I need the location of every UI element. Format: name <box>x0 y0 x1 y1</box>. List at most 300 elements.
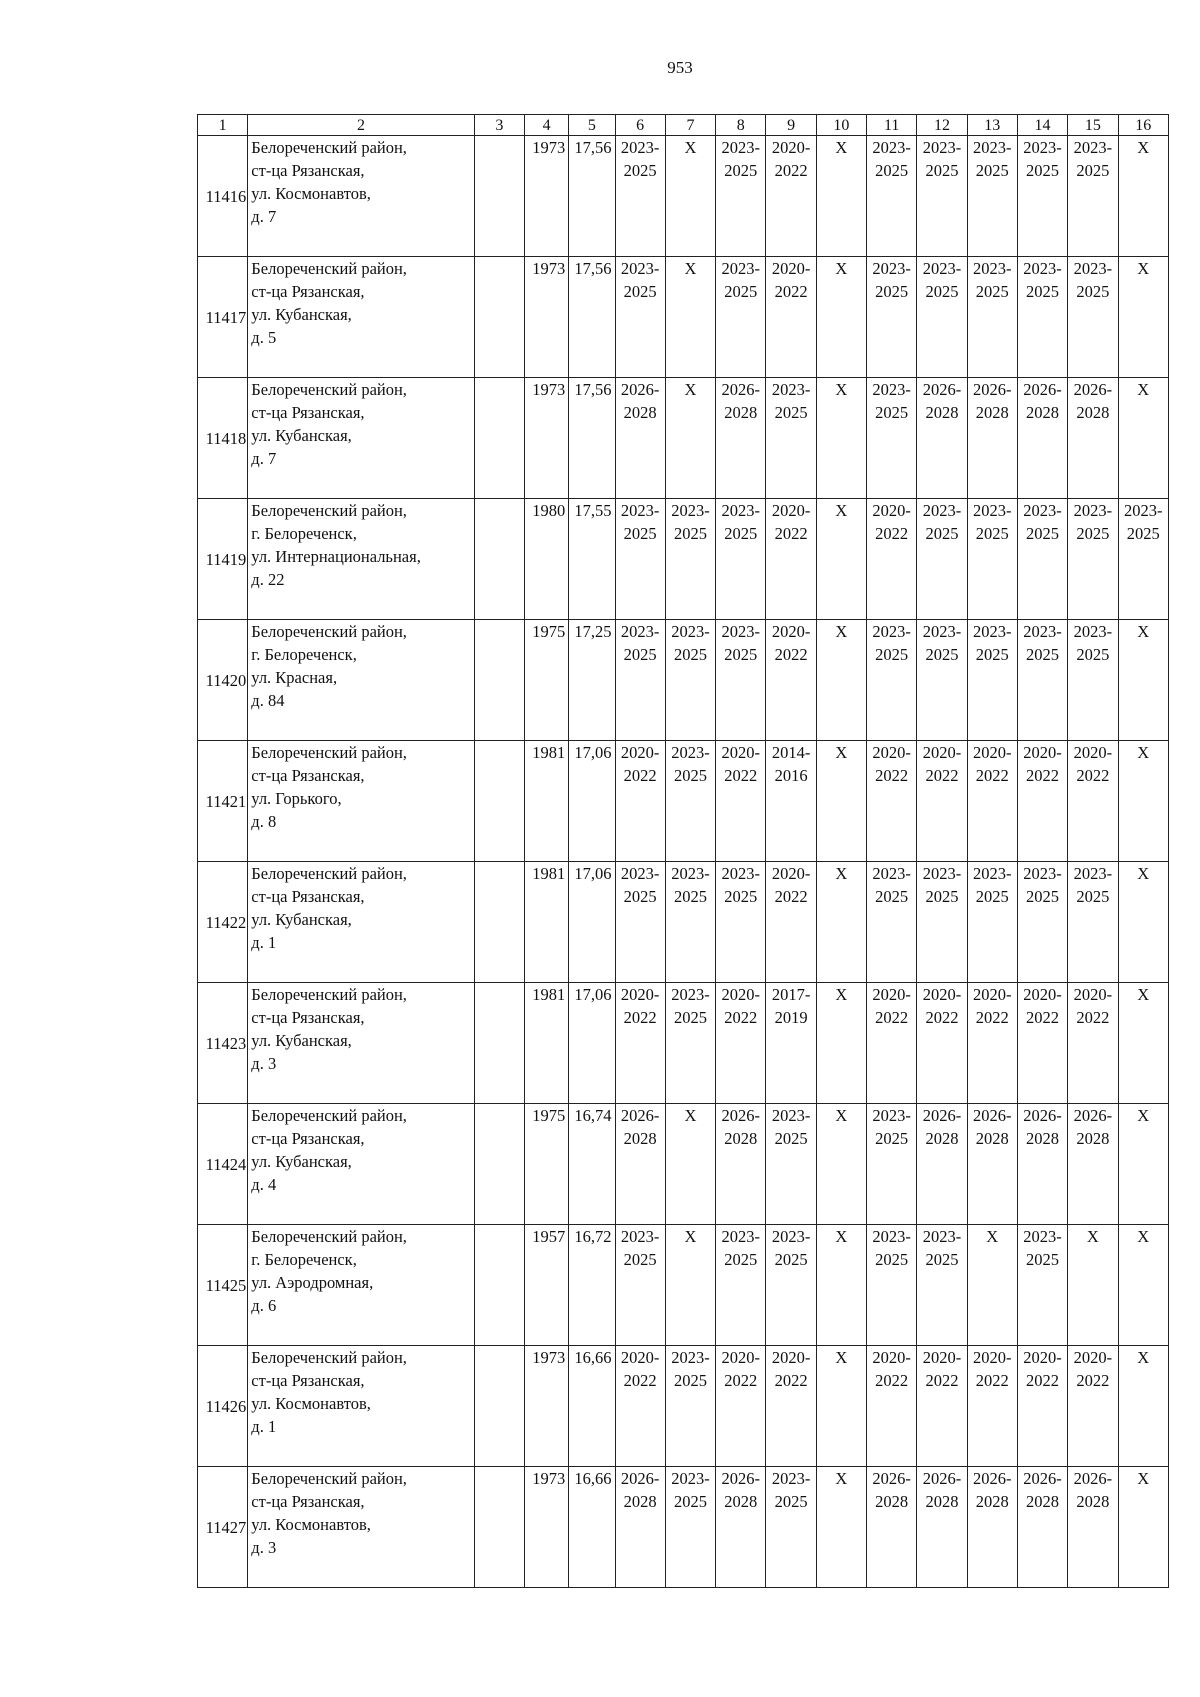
period-line: 2020- <box>771 138 811 157</box>
period-line: 2023- <box>721 1227 761 1246</box>
period-line: Х <box>1137 864 1150 883</box>
area-value: 16,72 <box>569 1225 615 1346</box>
period-line: 2025 <box>673 1492 707 1511</box>
period-line: 2020- <box>973 1348 1012 1367</box>
period-line: 2020- <box>973 743 1012 762</box>
period-cell <box>1068 136 1118 257</box>
address-line: ул. Кубанская, <box>251 1031 352 1050</box>
period-cell <box>716 1467 766 1588</box>
period-line: 2026- <box>721 1106 761 1125</box>
period-line: 2028 <box>623 403 657 422</box>
object-id: 11416 <box>198 136 248 257</box>
object-id: 11419 <box>198 499 248 620</box>
period-cell <box>766 1467 816 1588</box>
period-cell <box>665 983 715 1104</box>
period-line: Х <box>835 622 848 641</box>
period-line: 2025 <box>774 1250 808 1269</box>
address-line: г. Белореченск, <box>251 645 357 664</box>
period-line: 2023- <box>620 864 660 883</box>
period-cell <box>665 1467 715 1588</box>
period-line: 2028 <box>975 403 1009 422</box>
period-line: 2026- <box>1023 1469 1062 1488</box>
column-number: 11 <box>867 115 917 136</box>
table-row <box>198 1346 1169 1467</box>
period-line: 2026- <box>973 380 1012 399</box>
table-row <box>198 620 1169 741</box>
period-line: 2020- <box>771 864 811 883</box>
period-cell <box>867 741 917 862</box>
period-cell <box>1118 1346 1169 1467</box>
period-line: 2023- <box>620 1227 660 1246</box>
column-3-cell <box>474 741 524 862</box>
period-line: 2025 <box>1026 645 1060 664</box>
period-cell <box>1017 1467 1067 1588</box>
period-cell <box>917 378 967 499</box>
period-line: 2025 <box>925 1250 959 1269</box>
area-value: 17,25 <box>569 620 615 741</box>
year-built: 1981 <box>524 862 568 983</box>
period-line: Х <box>1137 1106 1150 1125</box>
period-cell <box>1017 1104 1067 1225</box>
address-line: г. Белореченск, <box>251 524 357 543</box>
address-line: ул. Космонавтов, <box>251 1515 371 1534</box>
period-line: 2023- <box>872 380 911 399</box>
period-line: 2025 <box>1076 282 1110 301</box>
object-address <box>248 257 474 378</box>
period-cell <box>967 1104 1017 1225</box>
period-line: 2025 <box>875 161 909 180</box>
period-line: 2017- <box>771 985 811 1004</box>
period-line: Х <box>835 743 848 762</box>
period-cell <box>867 1225 917 1346</box>
period-cell <box>816 983 866 1104</box>
period-cell <box>615 378 665 499</box>
period-line: 2028 <box>724 1129 758 1148</box>
period-cell <box>867 862 917 983</box>
period-line: 2023- <box>771 1227 811 1246</box>
object-address <box>248 983 474 1104</box>
object-id: 11425 <box>198 1225 248 1346</box>
period-cell <box>766 620 816 741</box>
period-line: 2020- <box>771 259 811 278</box>
period-line: Х <box>835 1106 848 1125</box>
period-cell <box>1068 862 1118 983</box>
period-cell <box>716 741 766 862</box>
period-line: Х <box>684 138 697 157</box>
period-line: 2023- <box>973 864 1012 883</box>
period-line: 2022 <box>774 887 808 906</box>
period-line: 2026- <box>1073 380 1113 399</box>
period-cell <box>716 136 766 257</box>
period-line: 2023- <box>922 259 962 278</box>
period-line: 2025 <box>875 282 909 301</box>
period-cell <box>917 499 967 620</box>
table-row <box>198 136 1169 257</box>
period-cell <box>1017 136 1067 257</box>
period-line: 2020- <box>973 985 1012 1004</box>
period-cell <box>917 862 967 983</box>
object-id: 11424 <box>198 1104 248 1225</box>
period-cell <box>867 620 917 741</box>
period-line: 2025 <box>875 1250 909 1269</box>
period-line: 2025 <box>875 403 909 422</box>
period-line: Х <box>1137 259 1150 278</box>
address-line: д. 7 <box>251 207 277 226</box>
column-3-cell <box>474 378 524 499</box>
period-line: 2022 <box>724 1371 758 1390</box>
column-number: 6 <box>615 115 665 136</box>
address-line: Белореченский район, <box>251 1469 407 1488</box>
period-line: 2023- <box>872 138 911 157</box>
period-line: 2020- <box>872 743 911 762</box>
period-cell <box>917 741 967 862</box>
period-line: 2026- <box>973 1469 1012 1488</box>
object-id: 11427 <box>198 1467 248 1588</box>
address-line: д. 22 <box>251 570 285 589</box>
period-line: Х <box>835 1348 848 1367</box>
object-address <box>248 378 474 499</box>
year-built: 1981 <box>524 983 568 1104</box>
period-cell <box>665 257 715 378</box>
period-line: 2023- <box>872 622 911 641</box>
period-cell <box>615 136 665 257</box>
period-line: 2022 <box>1076 766 1110 785</box>
period-line: 2025 <box>925 524 959 543</box>
address-line: ст-ца Рязанская, <box>251 282 365 301</box>
address-line: Белореченский район, <box>251 501 407 520</box>
period-line: 2020- <box>872 501 911 520</box>
period-line: 2026- <box>1073 1469 1113 1488</box>
period-cell <box>665 499 715 620</box>
period-line: 2025 <box>724 161 758 180</box>
period-cell <box>665 741 715 862</box>
period-line: 2023- <box>721 259 761 278</box>
period-cell <box>1118 862 1169 983</box>
address-line: д. 5 <box>251 328 277 347</box>
period-line: Х <box>835 138 848 157</box>
address-line: ул. Кубанская, <box>251 910 352 929</box>
column-3-cell <box>474 1346 524 1467</box>
period-line: 2025 <box>1126 524 1160 543</box>
address-line: Белореченский район, <box>251 138 407 157</box>
period-cell <box>766 741 816 862</box>
area-value: 17,06 <box>569 741 615 862</box>
object-address <box>248 741 474 862</box>
address-line: ул. Красная, <box>251 668 338 687</box>
period-line: Х <box>684 259 697 278</box>
period-line: 2023- <box>1124 501 1163 520</box>
column-number-row <box>198 115 1169 136</box>
period-line: 2023- <box>620 259 660 278</box>
period-line: 2020- <box>620 985 660 1004</box>
column-number: 10 <box>816 115 866 136</box>
address-line: д. 3 <box>251 1538 277 1557</box>
address-line: г. Белореченск, <box>251 1250 357 1269</box>
period-cell <box>1017 1346 1067 1467</box>
period-cell <box>665 862 715 983</box>
period-line: 2028 <box>1026 1129 1060 1148</box>
period-line: 2025 <box>1076 645 1110 664</box>
period-line: Х <box>684 1227 697 1246</box>
period-line: 2023- <box>721 501 761 520</box>
period-cell <box>1017 499 1067 620</box>
period-cell <box>917 1225 967 1346</box>
table-row <box>198 862 1169 983</box>
period-line: 2025 <box>1026 524 1060 543</box>
period-line: 2028 <box>724 1492 758 1511</box>
period-line: 2023- <box>620 501 660 520</box>
address-line: Белореченский район, <box>251 985 407 1004</box>
period-line: Х <box>835 380 848 399</box>
period-line: Х <box>1137 1469 1150 1488</box>
period-line: 2025 <box>975 645 1009 664</box>
period-line: 2025 <box>673 1008 707 1027</box>
period-line: 2023- <box>1023 501 1062 520</box>
period-cell <box>766 1346 816 1467</box>
period-line: 2023- <box>1023 1227 1062 1246</box>
period-line: 2028 <box>875 1492 909 1511</box>
period-line: 2023- <box>1023 622 1062 641</box>
period-line: 2022 <box>724 1008 758 1027</box>
period-line: 2026- <box>1023 380 1062 399</box>
address-line: д. 3 <box>251 1054 277 1073</box>
year-built: 1981 <box>524 741 568 862</box>
period-cell <box>967 378 1017 499</box>
period-line: 2022 <box>774 524 808 543</box>
table-row <box>198 1467 1169 1588</box>
period-cell <box>766 378 816 499</box>
period-line: Х <box>1137 743 1150 762</box>
column-3-cell <box>474 1104 524 1225</box>
period-line: 2023- <box>1073 501 1113 520</box>
period-line: 2022 <box>623 1371 657 1390</box>
period-cell <box>766 1104 816 1225</box>
period-line: Х <box>835 1227 848 1246</box>
period-cell <box>967 136 1017 257</box>
period-cell <box>1068 378 1118 499</box>
column-number: 3 <box>474 115 524 136</box>
period-line: 2025 <box>623 161 657 180</box>
period-cell <box>1118 620 1169 741</box>
period-line: 2026- <box>620 1469 660 1488</box>
period-cell <box>867 983 917 1104</box>
period-line: 2028 <box>925 1129 959 1148</box>
period-line: Х <box>1137 985 1150 1004</box>
period-line: 2022 <box>724 766 758 785</box>
year-built: 1980 <box>524 499 568 620</box>
address-line: ст-ца Рязанская, <box>251 1371 365 1390</box>
column-number: 4 <box>524 115 568 136</box>
column-number: 1 <box>198 115 248 136</box>
period-line: 2020- <box>922 1348 962 1367</box>
period-line: 2023- <box>721 138 761 157</box>
period-cell <box>1017 983 1067 1104</box>
period-line: 2025 <box>673 887 707 906</box>
address-line: ст-ца Рязанская, <box>251 766 365 785</box>
period-line: 2026- <box>721 1469 761 1488</box>
object-id: 11421 <box>198 741 248 862</box>
period-line: 2020- <box>1073 1348 1113 1367</box>
period-line: 2023- <box>1073 864 1113 883</box>
period-cell <box>665 620 715 741</box>
object-address <box>248 620 474 741</box>
period-cell <box>615 620 665 741</box>
period-line: 2028 <box>623 1129 657 1148</box>
period-cell <box>615 741 665 862</box>
period-line: 2022 <box>1026 1008 1060 1027</box>
period-line: Х <box>684 1106 697 1125</box>
period-line: 2025 <box>925 161 959 180</box>
object-address <box>248 1467 474 1588</box>
table-row <box>198 257 1169 378</box>
period-line: 2023- <box>922 138 962 157</box>
period-cell <box>967 1346 1017 1467</box>
address-line: Белореченский район, <box>251 622 407 641</box>
address-line: ст-ца Рязанская, <box>251 403 365 422</box>
period-line: 2028 <box>975 1492 1009 1511</box>
object-address <box>248 1225 474 1346</box>
address-line: д. 8 <box>251 812 277 831</box>
period-cell <box>716 257 766 378</box>
table-row <box>198 1104 1169 1225</box>
address-line: Белореченский район, <box>251 259 407 278</box>
period-cell <box>766 257 816 378</box>
area-value: 17,56 <box>569 257 615 378</box>
period-line: 2022 <box>925 1371 959 1390</box>
period-line: 2023- <box>721 622 761 641</box>
period-line: 2025 <box>673 766 707 785</box>
period-line: 2022 <box>623 766 657 785</box>
period-line: 2022 <box>623 1008 657 1027</box>
period-cell <box>867 499 917 620</box>
period-cell <box>1017 620 1067 741</box>
period-line: Х <box>1137 380 1150 399</box>
period-line: 2023- <box>620 138 660 157</box>
period-line: 2014- <box>771 743 811 762</box>
period-cell <box>1068 1104 1118 1225</box>
period-cell <box>1017 862 1067 983</box>
period-line: 2020- <box>1023 985 1062 1004</box>
period-cell <box>816 378 866 499</box>
period-line: 2023- <box>973 259 1012 278</box>
period-line: 2026- <box>872 1469 911 1488</box>
period-cell <box>967 862 1017 983</box>
period-line: Х <box>1137 1348 1150 1367</box>
period-line: 2020- <box>1073 743 1113 762</box>
period-cell <box>1118 983 1169 1104</box>
column-3-cell <box>474 136 524 257</box>
period-line: 2023- <box>671 622 710 641</box>
period-line: 2025 <box>724 524 758 543</box>
period-cell <box>615 983 665 1104</box>
period-line: 2025 <box>1026 161 1060 180</box>
period-cell <box>615 862 665 983</box>
period-line: 2019 <box>774 1008 808 1027</box>
year-built: 1973 <box>524 1346 568 1467</box>
period-line: 2026- <box>973 1106 1012 1125</box>
address-line: ул. Аэродромная, <box>251 1273 374 1292</box>
period-line: 2025 <box>774 403 808 422</box>
period-line: Х <box>1137 622 1150 641</box>
period-line: 2025 <box>975 161 1009 180</box>
address-line: Белореченский район, <box>251 1227 407 1246</box>
area-value: 17,06 <box>569 983 615 1104</box>
period-line: Х <box>1137 1227 1150 1246</box>
table-row <box>198 499 1169 620</box>
period-cell <box>967 499 1017 620</box>
object-id: 11423 <box>198 983 248 1104</box>
period-line: 2026- <box>922 380 962 399</box>
period-line: 2028 <box>724 403 758 422</box>
period-line: Х <box>835 501 848 520</box>
address-line: ст-ца Рязанская, <box>251 1129 365 1148</box>
year-built: 1973 <box>524 257 568 378</box>
period-line: 2028 <box>1076 1129 1110 1148</box>
period-line: 2025 <box>724 645 758 664</box>
object-id: 11420 <box>198 620 248 741</box>
period-line: 2023- <box>620 622 660 641</box>
period-cell <box>816 1104 866 1225</box>
period-line: 2025 <box>623 645 657 664</box>
period-line: 2023- <box>922 622 962 641</box>
period-line: 2026- <box>1023 1106 1062 1125</box>
period-cell <box>1118 136 1169 257</box>
column-number: 9 <box>766 115 816 136</box>
period-cell <box>816 257 866 378</box>
period-line: 2025 <box>875 645 909 664</box>
period-line: 2026- <box>922 1106 962 1125</box>
period-cell <box>665 1104 715 1225</box>
object-id: 11422 <box>198 862 248 983</box>
address-line: д. 6 <box>251 1296 277 1315</box>
period-line: 2023- <box>922 501 962 520</box>
address-line: д. 84 <box>251 691 285 710</box>
period-cell <box>716 499 766 620</box>
period-line: Х <box>835 1469 848 1488</box>
period-cell <box>766 136 816 257</box>
period-line: 2023- <box>671 864 710 883</box>
register-table <box>197 114 1169 1588</box>
period-cell <box>816 1225 866 1346</box>
period-line: 2023- <box>973 622 1012 641</box>
period-line: 2026- <box>1073 1106 1113 1125</box>
column-number: 8 <box>716 115 766 136</box>
area-value: 17,06 <box>569 862 615 983</box>
period-cell <box>1068 1225 1118 1346</box>
period-cell <box>1017 257 1067 378</box>
period-line: 2022 <box>925 766 959 785</box>
period-line: 2023- <box>872 1106 911 1125</box>
period-line: 2025 <box>1076 524 1110 543</box>
period-line: 2025 <box>875 1129 909 1148</box>
period-line: 2023- <box>721 864 761 883</box>
area-value: 16,74 <box>569 1104 615 1225</box>
period-cell <box>867 1467 917 1588</box>
column-3-cell <box>474 257 524 378</box>
address-line: д. 1 <box>251 1417 277 1436</box>
period-cell <box>917 1104 967 1225</box>
period-line: 2023- <box>973 138 1012 157</box>
year-built: 1975 <box>524 620 568 741</box>
period-line: 2022 <box>1076 1008 1110 1027</box>
period-cell <box>716 862 766 983</box>
period-cell <box>766 499 816 620</box>
period-line: 2022 <box>774 1371 808 1390</box>
period-line: 2025 <box>724 282 758 301</box>
period-line: 2025 <box>774 1129 808 1148</box>
table-row <box>198 983 1169 1104</box>
period-line: 2023- <box>671 1348 710 1367</box>
